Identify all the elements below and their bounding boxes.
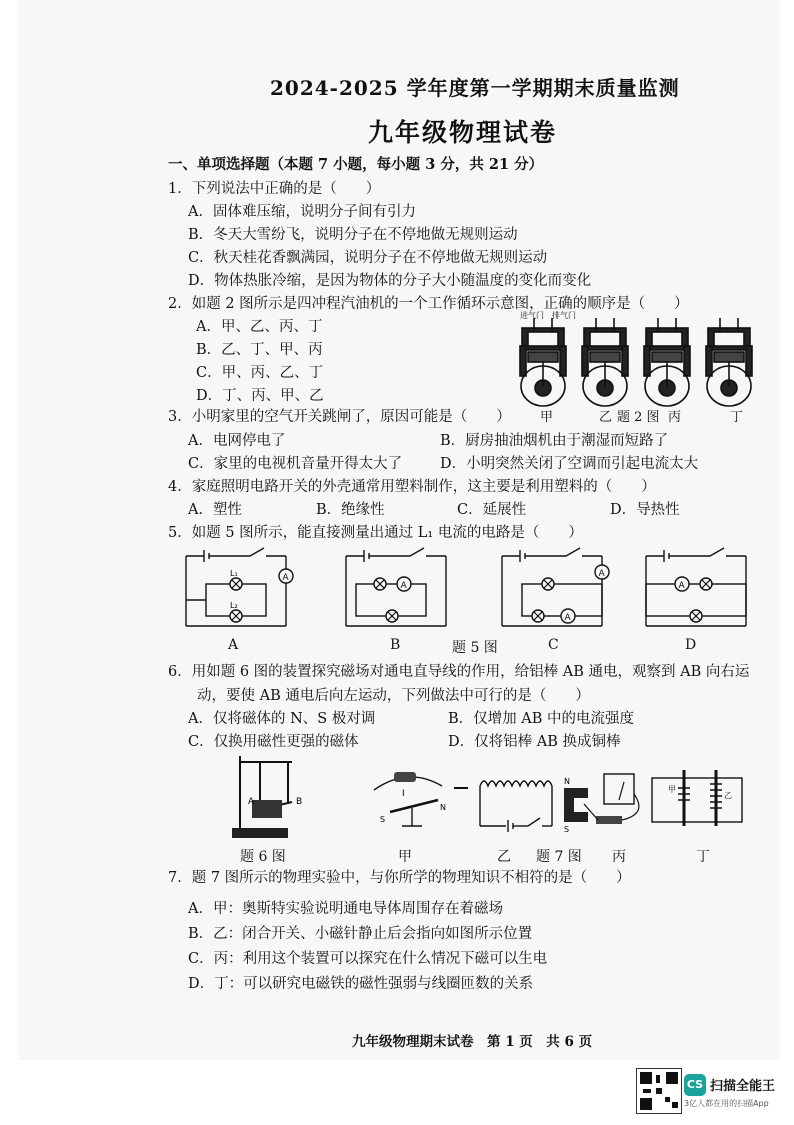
q1-option-d: D．物体热胀冷缩，是因为物体的分子大小随温度的变化而变化 (188, 273, 592, 289)
q3-option-c: C．家里的电视机音量开得太大了 (188, 456, 403, 472)
fig7-electromagnets (652, 770, 742, 826)
fig7-caption: 题 7 图 (536, 849, 582, 865)
q7-option-c: C．丙：利用这个装置可以探究在什么情况下磁可以生电 (188, 951, 548, 967)
fig2-caption: 题 2 图 (617, 410, 660, 425)
fig7-label-yi: 乙 (497, 849, 511, 865)
question-1-stem: 1．下列说法中正确的是（ ） (168, 181, 381, 197)
rod-end-a-label: A (248, 797, 255, 807)
q7-option-a: A．甲：奥斯特实验说明通电导体周围存在着磁场 (188, 901, 503, 917)
rod-end-b-label: B (296, 797, 303, 807)
circuit-c (502, 548, 609, 626)
fig7-n-label: N (440, 803, 446, 812)
fig5-label-d: D (685, 637, 697, 653)
question-2-stem: 2．如题 2 图所示是四冲程汽油机的一个工作循环示意图，正确的顺序是（ ） (168, 296, 689, 312)
q6-option-a: A．仅将磁体的 N、S 极对调 (188, 711, 376, 727)
question-6-stem-line1: 6．用如题 6 图的装置探究磁场对通电直导线的作用，给铝棒 AB 通电，观察到 AB 向右运 (168, 664, 750, 680)
fig2-label-yi: 乙 (599, 410, 613, 425)
q7-option-b: B．乙：闭合开关、小磁针静止后会指向如图所示位置 (188, 926, 533, 942)
fig7-oersted (374, 772, 446, 826)
fig7-current-label: I (402, 789, 405, 799)
scanner-app-name: 扫描全能王 (710, 1079, 776, 1094)
q3-option-b: B．厨房抽油烟机由于潮湿而短路了 (440, 433, 669, 449)
q3-option-d: D．小明突然关闭了空调而引起电流太大 (440, 456, 699, 472)
q6-option-c: C．仅换用磁性更强的磁体 (188, 734, 359, 750)
fig5-label-a: A (228, 637, 239, 653)
fig7-induction (564, 774, 639, 834)
figure-2-engines (514, 306, 764, 418)
q4-option-b: B．绝缘性 (316, 502, 385, 518)
scanner-tagline: 3亿人都在用的扫描App (684, 1099, 769, 1108)
lamp-l2-label: L₂ (230, 601, 238, 610)
fig7-label-ding: 丁 (696, 849, 710, 865)
fig7-magnet-s-label: S (564, 825, 570, 834)
q3-option-a: A．电网停电了 (188, 433, 286, 449)
q2-option-c: C．甲、丙、乙、丁 (196, 365, 324, 381)
q2-option-b: B．乙、丁、甲、丙 (196, 342, 323, 358)
q4-option-d: D．导热性 (610, 502, 680, 518)
circuit-a (186, 548, 293, 626)
figure-6-apparatus (226, 752, 308, 844)
question-4-stem: 4．家庭照明电路开关的外壳通常用塑料制作，这主要是利用塑料的（ ） (168, 479, 656, 495)
q1-option-c: C．秋天桂花香飘满园，说明分子在不停地做无规则运动 (188, 250, 548, 266)
fig2-label-bing: 丙 (668, 410, 682, 425)
figure-7-experiments (368, 764, 750, 844)
question-7-stem: 7．题 7 图所示的物理实验中，与你所学的物理知识不相符的是（ ） (168, 870, 631, 886)
fig7-coil-jia-label: 甲 (668, 785, 676, 794)
camscanner-logo-icon: CS (684, 1074, 706, 1096)
q6-option-b: B．仅增加 AB 中的电流强度 (448, 711, 634, 727)
fig5-label-b: B (390, 637, 401, 653)
q2-option-a: A．甲、乙、丙、丁 (196, 319, 323, 335)
fig7-magnet-n-label: N (564, 777, 570, 786)
fig2-label-ding: 丁 (730, 410, 744, 425)
fig7-label-jia: 甲 (398, 849, 412, 865)
q4-option-a: A．塑性 (188, 502, 242, 518)
fig7-coil-yi-label: 乙 (724, 791, 732, 800)
intake-valve-label: 进气门 (520, 311, 544, 320)
question-3-stem: 3．小明家里的空气开关跳闸了，原因可能是（ ） (168, 409, 511, 425)
lamp-l1-label: L₁ (230, 569, 238, 578)
q2-option-d: D．丁、丙、甲、乙 (196, 388, 324, 404)
fig5-label-c: C (548, 637, 559, 653)
exhaust-valve-label: 排气门 (552, 311, 576, 320)
q4-option-c: C．延展性 (457, 502, 527, 518)
q1-option-b: B．冬天大雪纷飞，说明分子在不停地做无规则运动 (188, 227, 518, 243)
fig7-label-bing: 丙 (612, 849, 626, 865)
q1-option-a: A．固体难压缩，说明分子间有引力 (188, 204, 416, 220)
fig2-label-jia: 甲 (540, 410, 554, 425)
fig7-s-label: S (380, 815, 386, 824)
question-5-stem: 5．如题 5 图所示，能直接测量出通过 L₁ 电流的电路是（ ） (168, 525, 583, 541)
fig5-caption: 题 5 图 (452, 640, 498, 656)
circuit-b (346, 548, 446, 626)
figure-5-circuits: A L₁ L₂ (182, 542, 752, 634)
circuit-d (646, 548, 746, 626)
q6-option-d: D．仅将铝棒 AB 换成铜棒 (448, 734, 621, 750)
exam-title: 2024-2025 学年度第一学期期末质量监测 (270, 76, 680, 100)
engine-diagram (520, 318, 566, 406)
fig7-solenoid (454, 781, 552, 832)
section-heading: 一、单项选择题（本题 7 小题，每小题 3 分，共 21 分） (168, 156, 544, 173)
qr-code-icon (636, 1068, 682, 1114)
fig6-caption: 题 6 图 (240, 849, 286, 865)
page-footer: 九年级物理期末试卷 第 1 页 共 6 页 (352, 1034, 593, 1050)
exam-subtitle: 九年级物理试卷 (368, 118, 558, 147)
question-6-stem-line2: 动，要使 AB 通电后向左运动，下列做法中可行的是（ ） (197, 688, 590, 704)
q7-option-d: D．丁：可以研究电磁铁的磁性强弱与线圈匝数的关系 (188, 976, 534, 992)
